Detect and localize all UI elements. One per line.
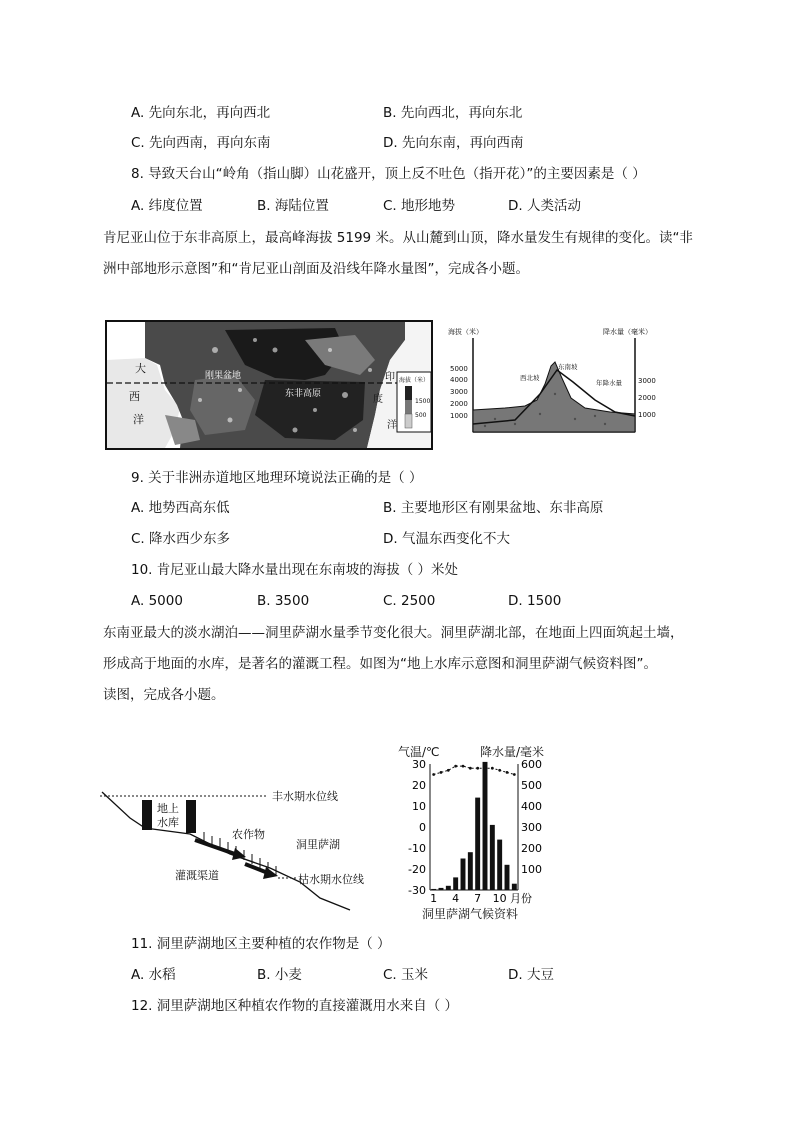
profile-label-rainfall: 年降水量 <box>596 379 622 387</box>
q8-stem: 8. 导致天台山“岭角（指山脚）山花盛开，顶上反不吐色（指开花）”的主要因素是（ ） <box>131 166 646 182</box>
q9-option-b: B. 主要地形区有刚果盆地、东非高原 <box>383 500 604 516</box>
map-label-yang2: 洋 <box>387 420 397 431</box>
temperature-point <box>447 769 450 772</box>
climate-right-tick: 200 <box>521 842 542 855</box>
temperature-point <box>506 771 509 774</box>
climate-x-tick: 7 <box>474 892 482 905</box>
legend-value-1500: 1500 <box>415 398 431 405</box>
climate-x-tick: 10 <box>492 892 507 905</box>
q9-option-d: D. 气温东西变化不大 <box>383 531 510 547</box>
kenya-profile-chart <box>445 324 657 438</box>
map-legend <box>397 372 431 432</box>
q7-option-a: A. 先向东北，再向西北 <box>131 105 271 121</box>
climate-left-tick: -10 <box>408 842 426 855</box>
lake-label: 洞里萨湖 <box>296 838 340 851</box>
passage2-line1: 东南亚最大的淡水湖泊——洞里萨湖水量季节变化很大。洞里萨湖北部，在地面上四面筑起土墙， <box>103 625 684 641</box>
map-label-yang: 洋 <box>133 413 144 426</box>
temperature-point <box>440 771 443 774</box>
precipitation-bar <box>453 877 458 890</box>
q11-option-a: A. 水稻 <box>131 967 176 983</box>
climate-x-tick: 4 <box>452 892 460 905</box>
q7-option-c: C. 先向西南，再向东南 <box>131 135 271 151</box>
profile-right-axis-title: 降水量（毫米） <box>603 328 652 336</box>
q8-option-a: A. 纬度位置 <box>131 198 203 214</box>
temperature-point <box>513 773 516 776</box>
q10-option-a: A. 5000 <box>131 593 183 609</box>
climate-left-tick: 20 <box>412 779 426 792</box>
climate-right-tick: 100 <box>521 863 542 876</box>
climate-left-tick: 10 <box>412 800 426 813</box>
map-label-east-africa-plateau: 东非高原 <box>285 389 322 399</box>
q10-option-c: C. 2500 <box>383 593 436 609</box>
climate-chart-title: 洞里萨湖气候资料 <box>422 907 519 921</box>
precipitation-bar <box>497 840 502 890</box>
low-water-label: 枯水期水位线 <box>298 873 364 886</box>
profile-left-tick-2000: 2000 <box>450 400 468 408</box>
climate-right-tick: 500 <box>521 779 542 792</box>
q10-option-b: B. 3500 <box>257 593 310 609</box>
precipitation-bar <box>431 889 436 890</box>
climate-left-tick: -20 <box>408 863 426 876</box>
legend-title: 海拔（米） <box>399 377 430 384</box>
q11-option-b: B. 小麦 <box>257 967 302 983</box>
canal-label: 灌溉渠道 <box>175 869 219 882</box>
profile-left-tick-5000: 5000 <box>450 365 468 373</box>
temperature-point <box>476 767 479 770</box>
map-label-da: 大 <box>135 362 146 375</box>
reservoir-diagram <box>100 770 400 915</box>
passage1-line2: 洲中部地形示意图”和“肯尼亚山剖面及沿线年降水量图”，完成各小题。 <box>103 261 529 277</box>
precipitation-bar <box>490 825 495 890</box>
map-label-yin: 印 <box>385 372 395 383</box>
q7-option-b: B. 先向西北，再向东北 <box>383 105 523 121</box>
precipitation-bar <box>475 798 480 890</box>
profile-left-tick-4000: 4000 <box>450 376 468 384</box>
climate-x-axis-label: 月份 <box>510 892 532 905</box>
profile-left-tick-3000: 3000 <box>450 388 468 396</box>
q9-option-a: A. 地势西高东低 <box>131 500 230 516</box>
temperature-point <box>469 767 472 770</box>
precipitation-bar <box>505 865 510 890</box>
q12-stem: 12. 洞里萨湖地区种植农作物的直接灌溉用水来自（ ） <box>131 998 459 1014</box>
q10-stem: 10. 肯尼亚山最大降水量出现在东南坡的海拔（ ）米处 <box>131 562 459 578</box>
profile-label-se-slope: 东南坡 <box>558 363 578 371</box>
q11-option-d: D. 大豆 <box>508 967 554 983</box>
q7-option-d: D. 先向东南，再向西南 <box>383 135 524 151</box>
q9-option-c: C. 降水西少东多 <box>131 531 231 547</box>
profile-left-axis-title: 海拔（米） <box>448 328 483 336</box>
climate-left-tick: 0 <box>419 821 426 834</box>
q11-stem: 11. 洞里萨湖地区主要种植的农作物是（ ） <box>131 936 391 952</box>
climate-x-tick: 1 <box>430 892 438 905</box>
precipitation-bar <box>512 884 517 890</box>
legend-value-500: 500 <box>415 412 427 419</box>
profile-left-tick-1000: 1000 <box>450 412 468 420</box>
precipitation-bar <box>446 886 451 890</box>
map-label-xi: 西 <box>129 390 140 403</box>
q8-option-b: B. 海陆位置 <box>257 198 329 214</box>
climate-right-axis-title: 降水量/毫米 <box>480 745 545 759</box>
temperature-point <box>484 767 487 770</box>
climate-left-tick: -30 <box>408 884 426 897</box>
profile-label-nw-slope: 西北坡 <box>520 374 540 382</box>
passage2-line3: 读图，完成各小题。 <box>103 687 225 703</box>
q8-option-d: D. 人类活动 <box>508 198 581 214</box>
profile-right-tick-3000: 3000 <box>638 377 656 385</box>
q11-option-c: C. 玉米 <box>383 967 429 983</box>
precipitation-bar <box>439 888 444 890</box>
tonle-sap-climate-chart <box>398 742 573 924</box>
temperature-line <box>434 766 515 774</box>
passage2-line2: 形成高于地面的水库，是著名的灌溉工程。如图为“地上水库示意图和洞里萨湖气候资料图”。 <box>103 656 657 672</box>
q8-option-c: C. 地形地势 <box>383 198 456 214</box>
temperature-point <box>462 765 465 768</box>
q10-option-d: D. 1500 <box>508 593 562 609</box>
reservoir-label-1: 地上 <box>157 802 179 815</box>
crops-label: 农作物 <box>232 828 265 841</box>
reservoir-label-2: 水库 <box>157 816 179 829</box>
climate-right-tick: 300 <box>521 821 542 834</box>
temperature-point <box>498 769 501 772</box>
precipitation-bar <box>483 762 488 890</box>
climate-right-tick: 600 <box>521 758 542 771</box>
profile-right-tick-1000: 1000 <box>638 411 656 419</box>
precipitation-bar <box>461 859 466 891</box>
temperature-point <box>432 773 435 776</box>
map-label-congo-basin: 刚果盆地 <box>205 371 242 381</box>
high-water-label: 丰水期水位线 <box>272 790 338 803</box>
q9-stem: 9. 关于非洲赤道地区地理环境说法正确的是（ ） <box>131 470 423 486</box>
precipitation-bar <box>468 852 473 890</box>
map-label-du: 度 <box>373 394 383 405</box>
climate-left-axis-title: 气温/℃ <box>398 745 440 759</box>
climate-right-tick: 400 <box>521 800 542 813</box>
profile-right-tick-2000: 2000 <box>638 394 656 402</box>
temperature-point <box>491 767 494 770</box>
africa-terrain-map <box>105 320 433 450</box>
temperature-point <box>454 765 457 768</box>
passage1-line1: 肯尼亚山位于东非高原上，最高峰海拔 5199 米。从山麓到山顶，降水量发生有规律的变化。读“非 <box>103 230 693 246</box>
climate-left-tick: 30 <box>412 758 426 771</box>
